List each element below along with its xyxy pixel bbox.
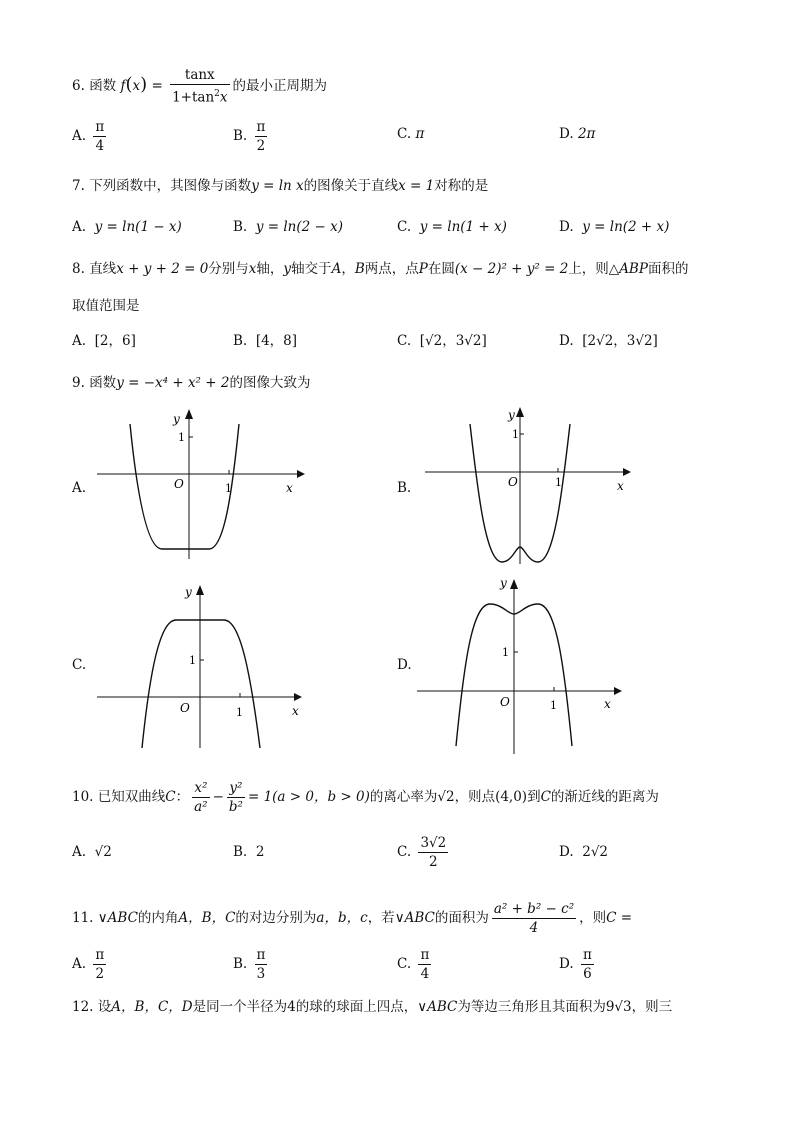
q7-option-c[interactable]: C. y = ln(1 + x): [397, 219, 507, 235]
question-number: 6.: [72, 77, 85, 94]
svg-text:1: 1: [236, 706, 243, 719]
q9-option-d[interactable]: D.: [397, 657, 412, 673]
q6-option-c[interactable]: C. π: [397, 126, 425, 142]
question-10: 10. 已知双曲线C： $\frac{\text{x²}}{\text{a²}}$ − $\frac{\text{y²}}{\text{b²}}$ = 1(a > 0，b > 0)的离心率为√2，则点(4,0)到C的渐近线的距离为: [72, 780, 659, 815]
svg-text:O: O: [508, 475, 518, 489]
svg-text:x: x: [604, 697, 611, 711]
svg-text:y: y: [173, 412, 180, 426]
q7-option-b[interactable]: B. y = ln(2 − x): [233, 219, 343, 235]
q11-option-c[interactable]: C. $\frac{\pi}{4}$: [397, 947, 430, 982]
question-6: 6. 函数 f(x) = $\frac{\tan x}{1+\tan^2x}$ 的最小正周期为: [72, 67, 328, 106]
q9-option-a[interactable]: A.: [72, 480, 87, 496]
q8-option-d[interactable]: D. [2√2，3√2]: [559, 333, 658, 349]
q8-option-a[interactable]: A. [2，6]: [72, 333, 136, 349]
graph-a: [92, 404, 312, 564]
y-axis-arrow-icon: [510, 579, 518, 589]
q8-option-b[interactable]: B. [4，8]: [233, 333, 298, 349]
question-12: 12. 设A，B，C，D是同一个半径为4的球的球面上四点，∨ABC为等边三角形且其面积为9√3，则三: [72, 999, 673, 1015]
question-11: 11. ∨ABC的内角A，B，C的对边分别为a，b，c，若∨ABC的面积为 $\frac{\text{a² + b² − c²}}{4}$ ，则C =: [72, 901, 633, 936]
svg-text:1: 1: [189, 654, 196, 667]
question-8: 8. 直线x + y + 2 = 0分别与x轴，y轴交于A，B两点，点P在圆(x − 2)² + y² = 2上，则△ABP面积的: [72, 261, 689, 277]
svg-text:1: 1: [550, 699, 557, 712]
x-axis-arrow-icon: [294, 693, 302, 701]
graph-d: [414, 574, 634, 756]
q6-option-b[interactable]: B. $\frac{\pi}{2}$: [233, 119, 266, 154]
q6-option-a[interactable]: A. $\frac{\pi}{4}$: [72, 119, 105, 154]
q8-option-c[interactable]: C. [√2，3√2]: [397, 333, 487, 349]
x-axis-arrow-icon: [614, 687, 622, 695]
q6-fraction: $\frac{\tan x}{1+\tan^2x}$: [172, 67, 228, 106]
question-7: 7. 下列函数中，其图像与函数y = ln x的图像关于直线x = 1对称的是: [72, 178, 489, 194]
q11-option-a[interactable]: A. $\frac{\pi}{2}$: [72, 947, 105, 982]
svg-text:x: x: [292, 704, 299, 718]
q6-option-d[interactable]: D. 2π: [559, 126, 596, 142]
svg-text:1: 1: [555, 476, 562, 489]
q7-option-d[interactable]: D. y = ln(2 + x): [559, 219, 670, 235]
q11-option-b[interactable]: B. $\frac{\pi}{3}$: [233, 947, 266, 982]
svg-text:x: x: [286, 481, 293, 495]
svg-text:1: 1: [512, 428, 519, 441]
svg-text:x: x: [617, 479, 624, 493]
question-8-line2: 取值范围是: [72, 298, 140, 314]
svg-text:y: y: [500, 576, 507, 590]
svg-text:O: O: [180, 701, 190, 715]
svg-text:1: 1: [225, 482, 232, 495]
q9-option-c[interactable]: C.: [72, 657, 87, 673]
q11-option-d[interactable]: D. $\frac{\pi}{6}$: [559, 947, 592, 982]
svg-text:y: y: [508, 408, 515, 422]
y-axis-arrow-icon: [196, 585, 204, 595]
graph-b: [420, 404, 640, 564]
svg-text:O: O: [174, 477, 184, 491]
svg-text:O: O: [500, 695, 510, 709]
graph-c: [94, 580, 314, 750]
curve-c: [142, 620, 260, 748]
svg-text:1: 1: [178, 431, 185, 444]
q10-option-d[interactable]: D. 2√2: [559, 844, 609, 860]
q10-option-b[interactable]: B. 2: [233, 844, 265, 860]
q10-option-c[interactable]: C. $\frac{3√2}{2}$: [397, 835, 447, 870]
svg-text:y: y: [185, 585, 192, 599]
y-axis-arrow-icon: [185, 409, 193, 419]
q9-option-b[interactable]: B.: [397, 480, 412, 496]
x-axis-arrow-icon: [297, 470, 305, 478]
q10-option-a[interactable]: A. √2: [72, 844, 112, 860]
q7-option-a[interactable]: A. y = ln(1 − x): [72, 219, 182, 235]
question-9: 9. 函数y = −x⁴ + x² + 2的图像大致为: [72, 375, 311, 391]
x-axis-arrow-icon: [623, 468, 631, 476]
y-axis-arrow-icon: [516, 407, 524, 417]
svg-text:1: 1: [502, 646, 509, 659]
